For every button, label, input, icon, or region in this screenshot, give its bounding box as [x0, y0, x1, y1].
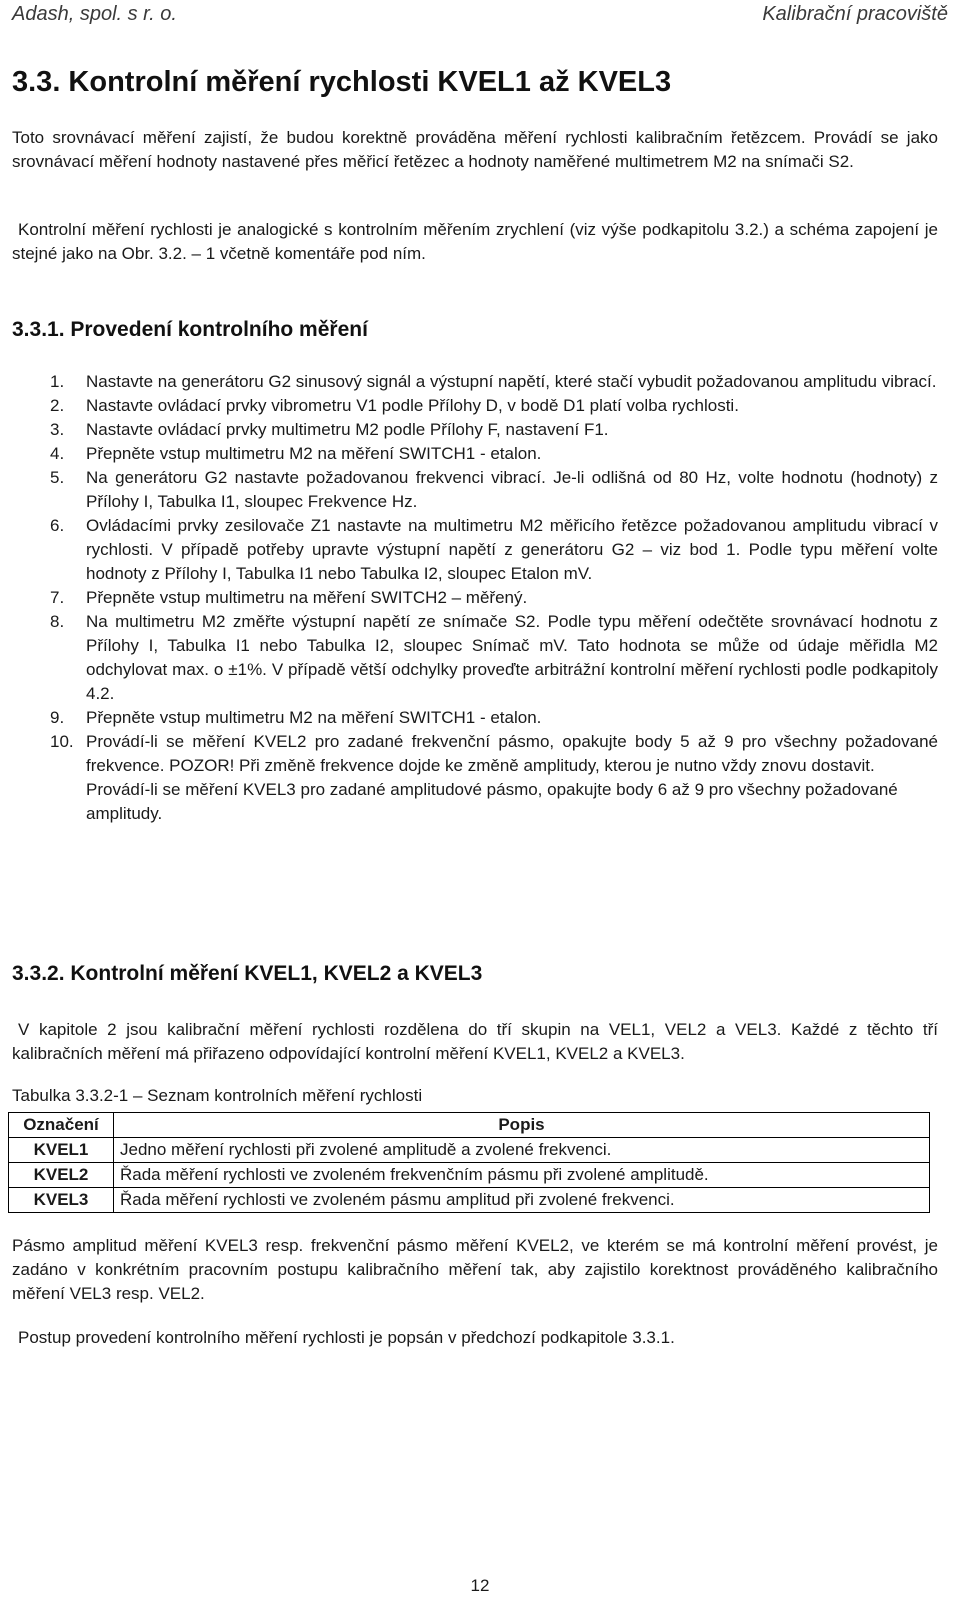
list-item	[12, 394, 938, 418]
subsection-title-3-3-1: 3.3.1. Provedení kontrolního měření	[12, 318, 368, 341]
step-text: Přepněte vstup multimetru M2 na měření SWITCH1 - etalon.	[86, 708, 542, 727]
table-row	[9, 1188, 930, 1213]
subsection-title-3-3-2: 3.3.2. Kontrolní měření KVEL1, KVEL2 a KVEL3	[12, 962, 483, 985]
step-text: Přepněte vstup multimetru M2 na měření SWITCH1 - etalon.	[86, 444, 542, 463]
list-item	[12, 586, 938, 610]
list-item	[12, 466, 938, 514]
sub2-paragraph-2: Pásmo amplitud měření KVEL3 resp. frekvenční pásmo měření KVEL2, ve kterém se má kontrolní měření provést, je zadáno v konkrétním pracovním postupu kalibračního měření tak, aby zajistilo korektnost prováděného kalibračního měření VEL3 resp. VEL2.	[12, 1236, 938, 1303]
table-header-row	[9, 1113, 930, 1138]
header-department: Kalibrační pracoviště	[762, 3, 948, 25]
step-text: Ovládacími prvky zesilovače Z1 nastavte na multimetru M2 měřicího řetězce požadovanou amplitudu vibrací v rychlosti. V případě potřeby upravte výstupní napětí z generátoru G2 – viz bod 1. Podle typu měření volte hodnoty z Přílohy I, Tabulka I1 nebo Tabulka I2, sloupec Etalon mV.	[86, 516, 938, 583]
table-row	[9, 1163, 930, 1188]
step-number: 10.	[50, 732, 74, 751]
step-text: Nastavte ovládací prvky vibrometru V1 podle Přílohy D, v bodě D1 platí volba rychlosti.	[86, 396, 739, 415]
step-number: 2.	[50, 396, 65, 415]
table-row	[9, 1138, 930, 1163]
header-company: Adash, spol. s r. o.	[12, 3, 177, 25]
list-item	[12, 418, 938, 442]
step-number: 4.	[50, 444, 65, 463]
page-header	[12, 0, 948, 30]
step-number: 5.	[50, 468, 65, 487]
step-number: 7.	[50, 588, 65, 607]
intro-paragraph-1: Toto srovnávací měření zajistí, že budou korektně prováděna měření rychlosti kalibračním řetězcem. Provádí se jako srovnávací měření hodnoty nastavené přes měřicí řetězec a hodnoty naměřené multimetrem M2 na snímači S2.	[12, 128, 938, 171]
cell-description: Řada měření rychlosti ve zvoleném frekvenčním pásmu při zvolené amplitudě.	[114, 1163, 930, 1188]
section-title: 3.3. Kontrolní měření rychlosti KVEL1 až KVEL3	[12, 66, 672, 98]
cell-description: Řada měření rychlosti ve zvoleném pásmu amplitud při zvolené frekvenci.	[114, 1188, 930, 1213]
step-text: Přepněte vstup multimetru na měření SWITCH2 – měřený.	[86, 588, 528, 607]
page-number: 12	[470, 1576, 490, 1595]
step-text: Provádí-li se měření KVEL2 pro zadané frekvenční pásmo, opakujte body 5 až 9 pro všechny požadované frekvence. POZOR! Při změně frekvence dojde ke změně amplitudy, kterou je nutno vždy znovu dostavit.	[86, 732, 938, 775]
step-number: 9.	[50, 708, 65, 727]
step-text: Nastavte ovládací prvky multimetru M2 podle Přílohy F, nastavení F1.	[86, 420, 609, 439]
sub2-paragraph-1: V kapitole 2 jsou kalibrační měření rychlosti rozdělena do tří skupin na VEL1, VEL2 a VEL3. Každé z těchto tří kalibračních měření má přiřazeno odpovídající kontrolní měření KVEL1, KVEL2 a KVEL3.	[12, 1020, 938, 1063]
step-number: 8.	[50, 612, 65, 631]
cell-description: Jedno měření rychlosti při zvolené amplitudě a zvolené frekvenci.	[114, 1138, 930, 1163]
procedure-steps	[12, 370, 938, 826]
step-text: Na generátoru G2 nastavte požadovanou frekvenci vibrací. Je-li odlišná od 80 Hz, volte hodnotu (hodnoty) z Přílohy I, Tabulka I1, sloupec Frekvence Hz.	[86, 468, 938, 511]
list-item	[12, 706, 938, 730]
cell-code: KVEL1	[9, 1138, 114, 1163]
list-item	[12, 370, 938, 394]
column-header-description: Popis	[114, 1113, 930, 1138]
column-header-code: Označení	[9, 1113, 114, 1138]
step-number: 6.	[50, 516, 65, 535]
cell-code: KVEL3	[9, 1188, 114, 1213]
sub2-paragraph-3: Postup provedení kontrolního měření rychlosti je popsán v předchozí podkapitole 3.3.1.	[18, 1328, 675, 1347]
step-number: 1.	[50, 372, 65, 391]
list-item	[12, 514, 938, 586]
intro-paragraph-2: Kontrolní měření rychlosti je analogické s kontrolním měřením zrychlení (viz výše podkapitolu 3.2.) a schéma zapojení je stejné jako na Obr. 3.2. – 1 včetně komentáře pod ním.	[12, 220, 938, 263]
velocity-checks-table	[8, 1112, 930, 1213]
list-item	[12, 730, 938, 826]
table-caption: Tabulka 3.3.2-1 – Seznam kontrolních měření rychlosti	[12, 1086, 423, 1105]
step-text: Na multimetru M2 změřte výstupní napětí ze snímače S2. Podle typu měření odečtěte srovnávací hodnotu z Přílohy I, Tabulka I1 nebo Tabulka I2, sloupec Snímač mV. Tato hodnota se může od údaje měřidla M2 odchylovat max. o ±1%. V případě větší odchylky proveďte arbitrážní kontrolní měření rychlosti podle podkapitoly 4.2.	[86, 612, 938, 703]
step-10-note: Provádí-li se měření KVEL3 pro zadané amplitudové pásmo, opakujte body 6 až 9 pro všechny požadované amplitudy.	[86, 780, 898, 823]
step-number: 3.	[50, 420, 65, 439]
list-item	[12, 442, 938, 466]
list-item	[12, 610, 938, 706]
step-text: Nastavte na generátoru G2 sinusový signál a výstupní napětí, které stačí vybudit požadovanou amplitudu vibrací.	[86, 372, 937, 391]
cell-code: KVEL2	[9, 1163, 114, 1188]
